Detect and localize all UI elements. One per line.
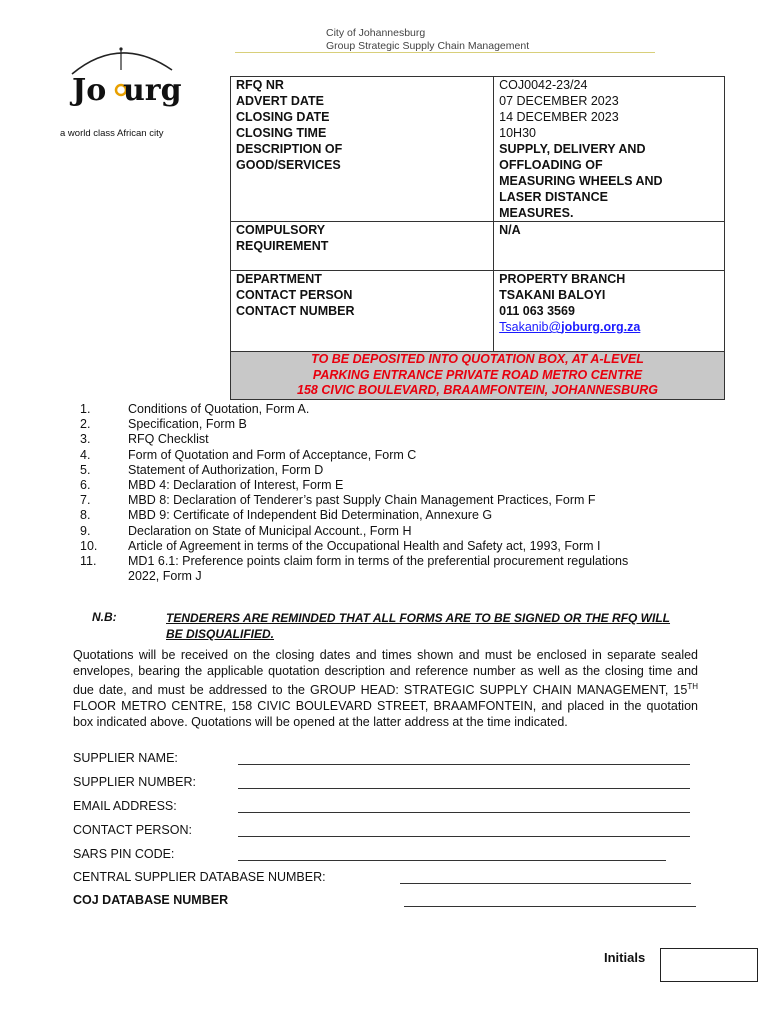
document-header [326,27,529,53]
nb-warning-text: TENDERERS ARE REMINDED THAT ALL FORMS ARE TO BE SIGNED OR THE RFQ WILL BE DISQUALIFIED. [166,611,671,641]
advert-date-value: 07 DECEMBER 2023 [499,94,619,108]
joburg-logo-icon [64,40,184,130]
closing-time-label: CLOSING TIME [236,126,327,140]
email-address-label: EMAIL ADDRESS: [73,799,177,813]
compulsory-value: N/A [494,222,725,271]
initials-label: Initials [604,950,646,965]
header-rule [235,52,655,53]
header-city: City of Johannesburg [326,27,426,39]
department-label: DEPARTMENT [236,272,322,286]
svg-text:Jo: Jo [72,73,107,108]
csd-number-label: CENTRAL SUPPLIER DATABASE NUMBER: [73,870,326,884]
list-item: 4. Form of Quotation and Form of Acceptance, Form C [80,447,417,462]
submission-paragraph: Quotations will be received on the closing dates and times shown and must be enclosed in separate sealed envelopes, bearing the applicable quotation description and reference number as well as the closing time and due date, and must be addressed to the GROUP HEAD: STRATEGIC SUPPLY CHAIN MANAGEMENT, 15TH FLOOR METRO CENTRE, 158 CIVIC BOULEVARD STREET, BRAAMFONTEIN, and placed in the quotation box indicated above. Quotations will be opened at the latter address at the time indicated. [73,648,698,729]
contact-person-label: CONTACT PERSON [236,288,353,302]
list-item: 3. RFQ Checklist [80,432,209,447]
sars-pin-label: SARS PIN CODE: [73,847,175,861]
header-department: Group Strategic Supply Chain Management [326,40,530,52]
table-row [231,271,725,352]
department-value: PROPERTY BRANCH [499,272,626,286]
joburg-logo [64,40,184,140]
list-item: 1. Conditions of Quotation, Form A. [80,402,310,416]
initials-box[interactable] [660,948,758,982]
description-label: DESCRIPTION OF GOOD/SERVICES [236,142,343,172]
description-value: SUPPLY, DELIVERY AND OFFLOADING OF MEASURING WHEELS AND LASER DISTANCE MEASURES. [499,142,663,220]
coj-db-number-field[interactable] [404,906,696,907]
logo-tagline: a world class African city [60,128,164,139]
list-item: 8. MBD 9: Certificate of Independent Bid Determination, Annexure G [80,508,493,523]
list-item: 11. MD1 6.1: Preference points claim form in terms of the preferential procurement regulations 2022, Form J [80,554,629,584]
list-item: 6. MBD 4: Declaration of Interest, Form E [80,478,344,493]
list-item: 10. Article of Agreement in terms of the Occupational Health and Safety act, 1993, Form I [80,538,601,553]
required-forms-list [80,402,680,584]
closing-date-value: 14 DECEMBER 2023 [499,110,619,124]
supplier-name-field[interactable] [238,764,690,765]
compulsory-label: COMPULSORY REQUIREMENT [236,223,329,253]
table-row [231,222,725,271]
list-item: 7. MBD 8: Declaration of Tenderer’s past Supply Chain Management Practices, Form F [80,493,596,508]
supplier-name-label: SUPPLIER NAME: [73,751,178,765]
closing-date-label: CLOSING DATE [236,110,330,124]
advert-date-label: ADVERT DATE [236,94,324,108]
csd-number-field[interactable] [400,883,691,884]
contact-person-field[interactable] [238,836,690,837]
contact-person-field-label: CONTACT PERSON: [73,823,192,837]
contact-number-value: 011 063 3569 [499,304,575,318]
list-item: 9. Declaration on State of Municipal Account., Form H [80,523,412,538]
deposit-instructions-banner: TO BE DEPOSITED INTO QUOTATION BOX, AT A-LEVEL PARKING ENTRANCE PRIVATE ROAD METRO CENTRE 158 CIVIC BOULEVARD, BRAAMFONTEIN, JOHANNESBURG [231,352,725,400]
svg-text:urg: urg [123,73,182,108]
contact-person-value: TSAKANI BALOYI [499,288,606,302]
contact-email-link[interactable]: Tsakanib@joburg.org.za [499,320,641,334]
table-row [231,352,725,400]
rfq-details-table [230,76,725,400]
supplier-number-field[interactable] [238,788,690,789]
rfq-nr-label: RFQ NR [236,78,284,92]
list-item: 5. Statement of Authorization, Form D [80,462,324,477]
coj-db-number-label: COJ DATABASE NUMBER [73,893,229,907]
supplier-number-label: SUPPLIER NUMBER: [73,775,196,789]
nb-label: N.B: [92,610,117,624]
rfq-nr-value: COJ0042-23/24 [499,78,588,92]
contact-number-label: CONTACT NUMBER [236,304,355,318]
table-row [231,77,725,222]
closing-time-value: 10H30 [499,126,536,140]
sars-pin-field[interactable] [238,860,666,861]
email-address-field[interactable] [238,812,690,813]
list-item: 2. Specification, Form B [80,417,247,432]
